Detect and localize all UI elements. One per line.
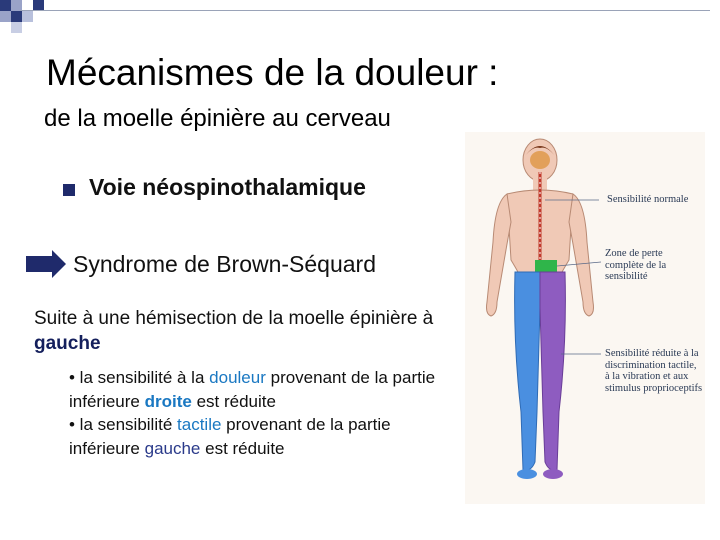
detail-touch-intro: • la sensibilité <box>69 415 173 434</box>
body-diagram <box>465 132 705 504</box>
detail-paragraph <box>69 366 464 460</box>
label-reduced: Sensibilité réduite à la discrimination tactile, à la vibration et aux stimulus proprioceptifs <box>605 348 703 394</box>
detail-touch-word: tactile <box>177 415 222 434</box>
detail-pain-end: est réduite <box>196 391 276 411</box>
detail-pain-side: droite <box>144 391 192 411</box>
bullet-heading: Voie néospinothalamique <box>89 174 366 200</box>
side-emphasis: gauche <box>34 333 101 354</box>
body-figure <box>465 132 705 504</box>
header-rule <box>20 10 710 11</box>
brain-icon <box>530 151 550 169</box>
label-loss-zone: Zone de perte complète de la sensibilité <box>605 248 667 282</box>
detail-pain-word: douleur <box>209 368 266 387</box>
intro-paragraph <box>34 306 454 356</box>
bullet-square-icon <box>63 184 75 196</box>
arrow-right-icon <box>26 250 66 278</box>
loss-band <box>535 260 557 272</box>
detail-touch-mid: provenant de la partie inférieure <box>69 415 391 458</box>
detail-touch-end: est réduite <box>205 438 285 458</box>
detail-touch-side: gauche <box>144 438 201 458</box>
detail-pain-intro: • la sensibilité à la <box>69 368 205 387</box>
syndrome-heading: Syndrome de Brown-Séquard <box>73 251 376 277</box>
label-normal: Sensibilité normale <box>607 194 689 205</box>
intro-text: Suite à une hémisection de la moelle épinière à <box>34 308 434 329</box>
detail-pain-mid: provenant de la partie inférieure <box>69 368 436 411</box>
decorative-squares <box>0 0 60 40</box>
slide-subtitle: de la moelle épinière au cerveau <box>44 105 391 132</box>
slide-title: Mécanismes de la douleur : <box>46 52 499 93</box>
